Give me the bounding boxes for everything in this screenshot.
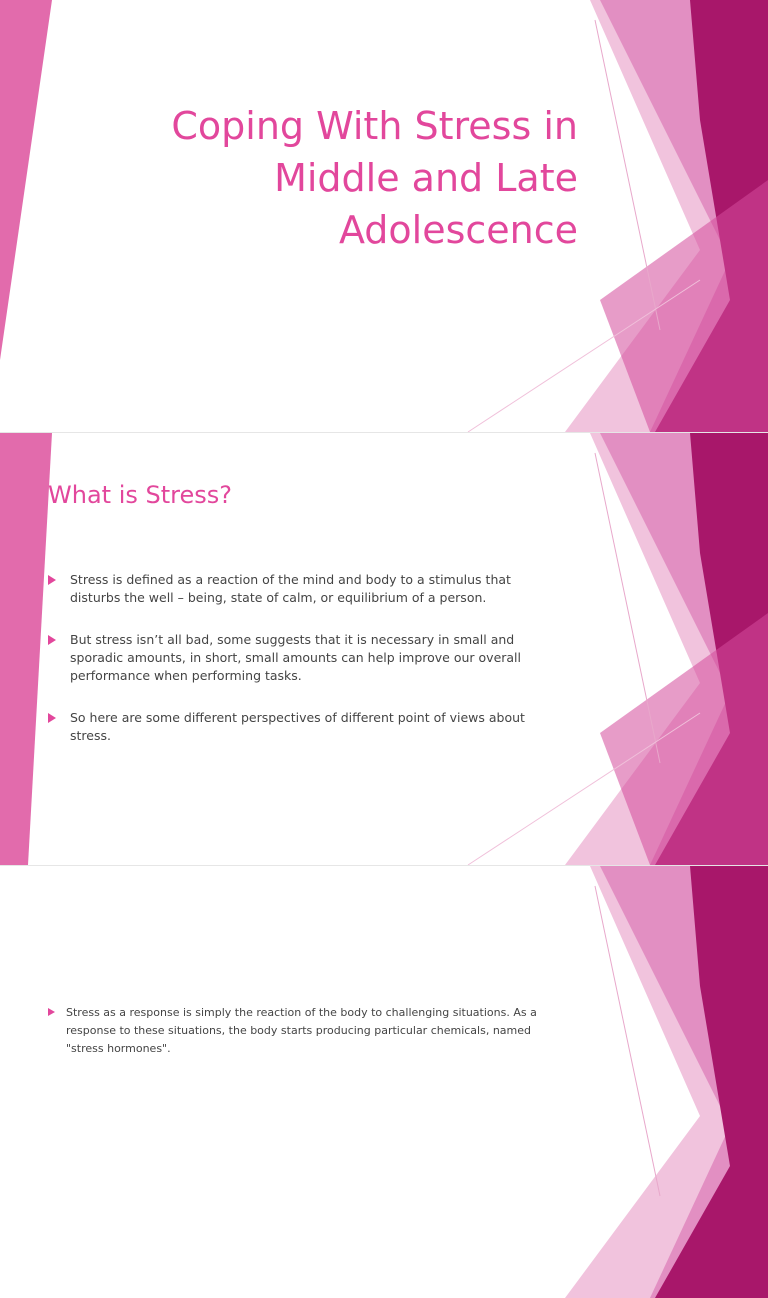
triangle-bullet-icon <box>48 713 56 723</box>
stress-as-response-slide <box>0 866 768 1055</box>
bullet-text: Stress as a response is simply the reaction of the body to challenging situations. As a response to these situations, the body starts producing particular chemicals, named "stress hormones". <box>66 1006 537 1055</box>
left-pink-band <box>0 0 52 360</box>
title-slide <box>0 0 768 432</box>
triangle-bullet-icon <box>48 1008 55 1016</box>
presentation-title: Coping With Stress in Middle and Late Adolescence <box>171 104 578 252</box>
bullet-list <box>48 571 538 769</box>
slide-heading: What is Stress? <box>48 481 232 509</box>
what-is-stress-slide <box>0 433 768 865</box>
bullet-item <box>48 571 538 607</box>
triangle-bullet-icon <box>48 635 56 645</box>
slide-decoration <box>0 866 768 1298</box>
bullet-text: So here are some different perspectives of different point of views about stress. <box>70 710 525 743</box>
left-pink-band <box>0 433 52 865</box>
bullet-item <box>48 1004 568 1058</box>
bullet-item <box>48 709 538 745</box>
bullet-item <box>48 631 538 685</box>
bullet-text: But stress isn’t all bad, some suggests that it is necessary in small and sporadic amounts, in short, small amounts can help improve our overall performance when performing tasks. <box>70 632 522 683</box>
bullet-list <box>48 1004 568 1082</box>
triangle-bullet-icon <box>48 575 56 585</box>
bullet-text: Stress is defined as a reaction of the mind and body to a stimulus that disturbs the well – being, state of calm, or equilibrium of a person. <box>70 572 511 605</box>
